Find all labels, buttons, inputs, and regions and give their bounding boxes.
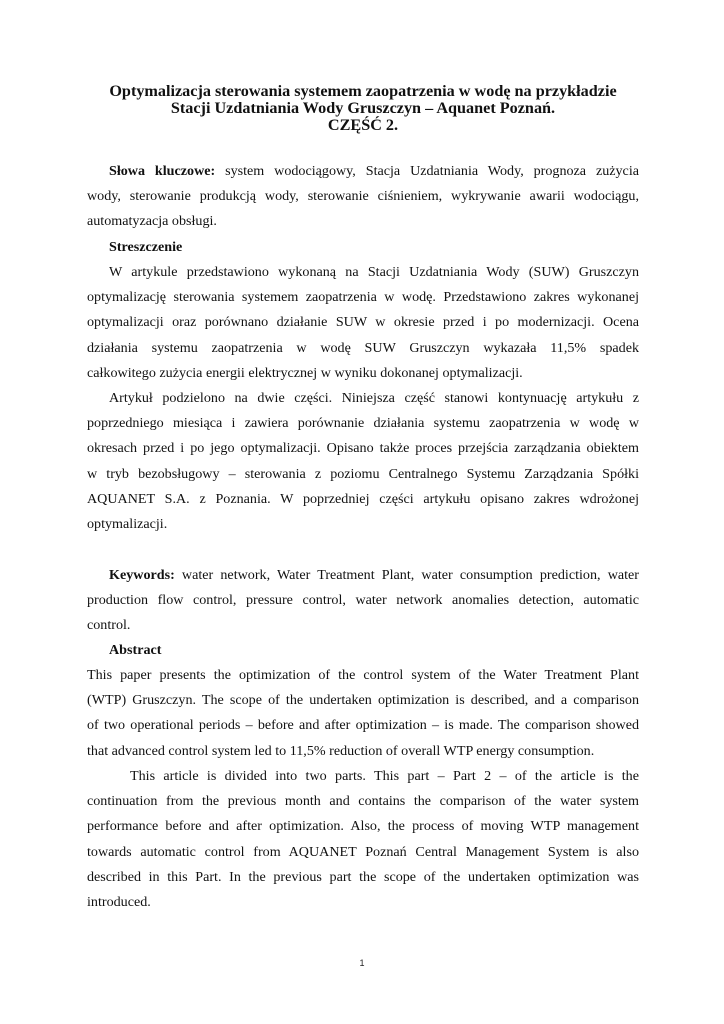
- pl-abstract-p2-line-6: optymalizacji.: [87, 516, 168, 533]
- en-keywords-line-3: control.: [87, 617, 131, 634]
- title-line-3: CZĘŚĆ 2.: [327, 116, 399, 134]
- en-abstract-p2-line-4: towards automatic control from AQUANET Poznań Central Management System is also: [87, 843, 639, 860]
- en-keywords-paragraph: [87, 563, 639, 639]
- en-abstract-p2-line-1: This article is divided into two parts. This part – Part 2 – of the article is the: [130, 768, 639, 784]
- pl-abstract-heading: Streszczenie: [109, 239, 183, 255]
- pl-keywords-line-3: automatyzacja obsługi.: [87, 213, 217, 230]
- en-abstract-paragraph-1: [87, 663, 639, 764]
- en-abstract-p2-line-2: continuation from the previous month and contains the comparison of the water system: [87, 793, 639, 810]
- pl-abstract-p2-line-4: w tryb bezobsługowy – sterowania z poziomu Centralnego Systemu Zarządzania Spółki: [87, 465, 639, 482]
- paper-title: [87, 83, 639, 134]
- title-line-1: Optymalizacja sterowania systemem zaopatrzenia w wodę na przykładzie: [109, 82, 617, 100]
- pl-keywords-line-1: Słowa kluczowe: system wodociągowy, Stacja Uzdatniania Wody, prognoza zużycia: [109, 163, 639, 179]
- pl-abstract-p2-line-1: Artykuł podzielono na dwie części. Niniejsza część stanowi kontynuację artykułu z: [109, 390, 639, 406]
- pl-abstract-p2-line-2: poprzedniego miesiąca i zawiera porównanie działania systemu zaopatrzenia w wodę w: [87, 415, 639, 432]
- en-keywords-label: Keywords:: [109, 567, 175, 583]
- title-line-2: Stacji Uzdatniania Wody Gruszczyn – Aquanet Poznań.: [170, 99, 556, 117]
- pl-keywords-paragraph: [87, 159, 639, 235]
- en-keywords-line-2: production flow control, pressure control, water network anomalies detection, automatic: [87, 592, 639, 609]
- pl-abstract-paragraph-2: [87, 386, 639, 537]
- pl-keywords-line-2: wody, sterowanie produkcją wody, sterowanie ciśnieniem, wykrywanie awarii wodociągu,: [87, 188, 639, 205]
- pl-abstract-p1-line-1: W artykule przedstawiono wykonaną na Stacji Uzdatniania Wody (SUW) Gruszczyn: [109, 264, 639, 280]
- page-number: 1: [359, 958, 365, 968]
- en-abstract-paragraph-2: [87, 764, 639, 915]
- en-abstract-p2-line-3: performance before and after optimization. Also, the process of moving WTP management: [87, 818, 639, 835]
- pl-abstract-paragraph-1: [87, 260, 639, 386]
- en-abstract-p1-line-1: This paper presents the optimization of the control system of the Water Treatment Plant: [87, 667, 639, 683]
- pl-abstract-p2-line-3: okresach przed i po jego optymalizacji. Opisano także proces przejścia zarządzania obiektem: [87, 440, 639, 457]
- en-abstract-p2-line-6: introduced.: [87, 894, 151, 911]
- pl-abstract-p2-line-5: AQUANET S.A. z Poznania. W poprzedniej części artykułu opisano zakres wdrożonej: [87, 490, 639, 507]
- pl-abstract-p1-line-2: optymalizację sterowania systemem zaopatrzenia w wodę. Przedstawiono zakres wykonanej: [87, 289, 639, 306]
- en-abstract-p1-line-2: (WTP) Gruszczyn. The scope of the undertaken optimization is described, and a comparison: [87, 692, 639, 709]
- en-abstract-p1-line-3: of two operational periods – before and after optimization – is made. The comparison showed: [87, 717, 639, 734]
- pl-keywords-label: Słowa kluczowe:: [109, 163, 216, 179]
- en-keywords-line-1: Keywords: water network, Water Treatment Plant, water consumption prediction, water: [109, 567, 639, 583]
- pl-abstract-p1-line-5: całkowitego zużycia energii elektrycznej w wyniku dokonanej optymalizacji.: [87, 364, 523, 381]
- pl-abstract-p1-line-4: działania systemu zaopatrzenia w wodę SUW Gruszczyn wykazała 11,5% spadek: [87, 339, 639, 356]
- en-abstract-p2-line-5: described in this Part. In the previous part the scope of the undertaken optimization was: [87, 868, 639, 885]
- pl-abstract-p1-line-3: optymalizacji oraz porównano działanie SUW w okresie przed i po modernizacji. Ocena: [87, 314, 639, 331]
- en-abstract-heading: Abstract: [109, 642, 162, 658]
- en-abstract-p1-line-4: that advanced control system led to 11,5% reduction of overall WTP energy consumption.: [87, 742, 595, 759]
